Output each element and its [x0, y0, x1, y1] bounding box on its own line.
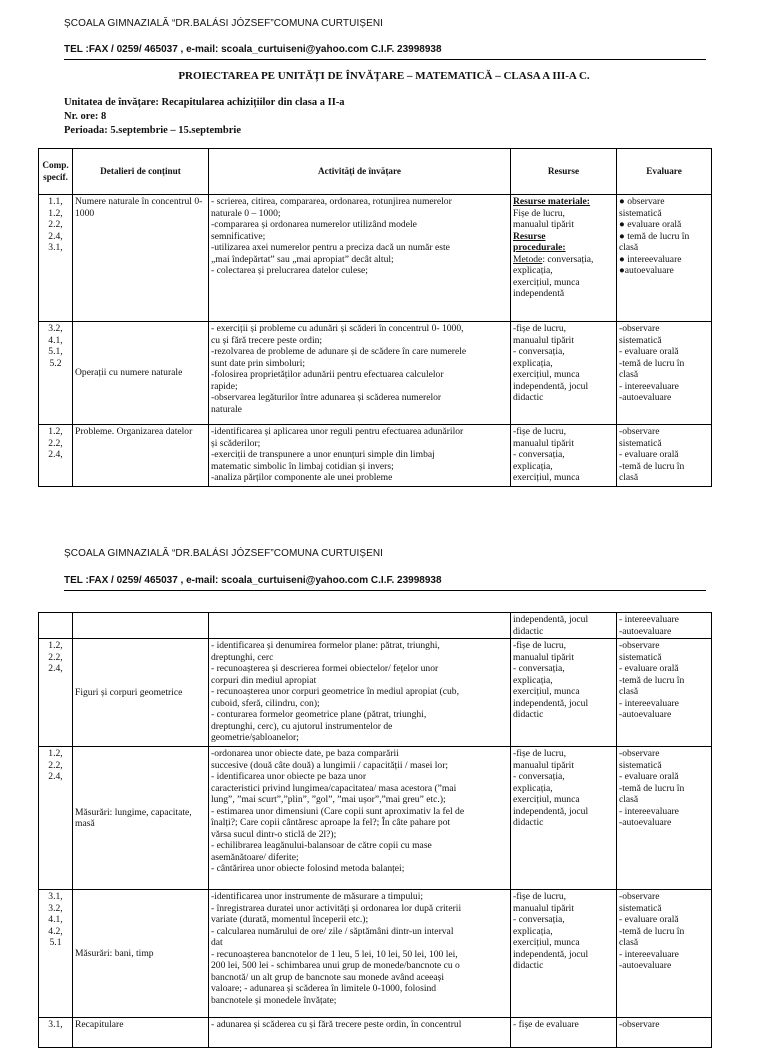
contact-line: TEL :FAX / 0259/ 465037 , e-mail: scoala_curtuiseni@yahoo.com C.I.F. 23998938	[64, 44, 442, 55]
activities-cell: - scrierea, citirea, compararea, ordonarea, rotunjirea numerelor naturale 0 – 1000; -compararea și ordonarea numerelor utilizând modele semnificative; -utilizarea axei numerelor pentru a preciza dacă un număr este „mai îndepărtat” sau „mai apropiat” decât altul; - colectarea și prelucrarea datelor culese;	[209, 195, 511, 322]
content-cell: Operații cu numere naturale	[73, 322, 209, 425]
comp-cell: 3.1,	[39, 1018, 73, 1048]
unit-meta	[64, 96, 345, 138]
activities-cell: - identificarea și denumirea formelor plane: pătrat, triunghi, dreptunghi, cerc - recunoașterea și descrierea formei obiectelor/ fețelor unor corpuri din mediul apropiat - recunoașterea unor corpuri geometrice în mediul apropiat (cub, cuboid, sferă, cilindru, con); - conturarea formelor geometrice plane (pătrat, triunghi, dreptunghi, cerc), cu ajutorul instrumentelor de geometrie/șabloanelor;	[209, 639, 511, 747]
activities-cell: - exerciții și probleme cu adunări și scăderi în concentrul 0- 1000, cu și fără trecere peste ordin; -rezolvarea de probleme de adunare și de scădere în care numerele sunt date prin simboluri; -folosirea proprietăților adunării pentru efectuarea calculelor rapide; -observarea legăturilor între adunarea și scăderea numerelor naturale	[209, 322, 511, 425]
table-row	[39, 322, 712, 425]
hours-count: Nr. ore: 8	[64, 111, 107, 122]
activities-cell: -ordonarea unor obiecte date, pe baza comparării succesive (două câte două) a lungimii / capacității / masei lor; - identificarea unor obiecte pe baza unor caracteristici privind lungimea/capacitatea/ masa acestora (”mai lung”, ”mai scurt”,”plin”, ”gol”, ”mai ușor”,”mai greu” etc.); - estimarea unor dimensiuni (Care copii sunt aproximativ la fel de înalți?; Care copii cântăresc aproape la fel?; În câte pahare pot vărsa sucul dintr-o sticlă de 2l?); - echilibrarea leagănului-balansoar de către copii cu mase asemănătoare/ diferite; - cântărirea unor obiecte folosind metoda balanței;	[209, 747, 511, 890]
activities-cell: -identificarea unor instrumente de măsurare a timpului; - înregistrarea duratei unor activități și ordonarea lor după criterii variate (durată, momentul începerii etc.); - calcularea numărului de ore/ zile / săptămâni dintr-un interval dat - recunoașterea bancnotelor de 1 leu, 5 lei, 10 lei, 50 lei, 100 lei, 200 lei, 500 lei - schimbarea unui grup de monede/bancnote cu o bancnotă/ un alt grup de bancnote sau monede având aceeași valoare; - adunarea și scăderea în limitele 0-1000, folosind bancnotele și monedele învățate;	[209, 890, 511, 1018]
resources-cell: -fișe de lucru, manualul tipărit - conversația, explicația, exercițiul, munca	[511, 425, 617, 487]
table-row	[39, 639, 712, 747]
table-row	[39, 747, 712, 890]
school-name: ȘCOALA GIMNAZIALĂ “DR.BALÁSI JÓZSEF”COMUNA CURTUIȘENI	[64, 18, 384, 29]
content-cell	[73, 613, 209, 639]
resources-cell: -fișe de lucru, manualul tipărit - conversația, explicația, exercițiul, munca independentă, jocul didactic	[511, 890, 617, 1018]
header-rule	[64, 590, 706, 591]
table-row	[39, 1018, 712, 1048]
evaluation-cell: ● observare sistematică ● evaluare orală ● temă de lucru în clasă ● intereevaluare ●autoevaluare	[617, 195, 712, 322]
header-resources: Resurse	[511, 149, 617, 195]
evaluation-cell: - intereevaluare -autoevaluare	[617, 613, 712, 639]
header-evaluation: Evaluare	[617, 149, 712, 195]
planning-table-2	[38, 612, 712, 1048]
school-name: ȘCOALA GIMNAZIALĂ “DR.BALÁSI JÓZSEF”COMUNA CURTUIȘENI	[64, 548, 384, 559]
resources-cell: -fișe de lucru, manualul tipărit - conversația, explicația, exercițiul, munca independentă, jocul didactic	[511, 747, 617, 890]
evaluation-cell: -observare	[617, 1018, 712, 1048]
document-page-1	[0, 0, 768, 500]
evaluation-cell: -observare sistematică - evaluare orală -temă de lucru în clasă - intereevaluare -autoevaluare	[617, 747, 712, 890]
page-gap	[0, 500, 768, 530]
header-activities: Activități de învățare	[209, 149, 511, 195]
comp-cell: 1.2, 2.2, 2.4,	[39, 425, 73, 487]
content-cell: Figuri și corpuri geometrice	[73, 639, 209, 747]
comp-cell: 3.2, 4.1, 5.1, 5.2	[39, 322, 73, 425]
evaluation-cell: -observare sistematică - evaluare orală -temă de lucru în clasă	[617, 425, 712, 487]
content-cell: Măsurări: lungime, capacitate, masă	[73, 747, 209, 890]
header-rule	[64, 59, 706, 60]
table-row	[39, 890, 712, 1018]
content-cell: Măsurări: bani, timp	[73, 890, 209, 1018]
content-cell: Recapitulare	[73, 1018, 209, 1048]
activities-cell: -identificarea și aplicarea unor reguli pentru efectuarea adunărilor și scăderilor; -exerciții de transpunere a unor enunțuri simple din limbaj matematic simbolic în limbaj cotidian și invers; -analiza părților componente ale unei probleme	[209, 425, 511, 487]
comp-cell: 3.1, 3.2, 4.1, 4.2, 5.1	[39, 890, 73, 1018]
evaluation-cell: -observare sistematică - evaluare orală -temă de lucru în clasă - intereevaluare -autoevaluare	[617, 639, 712, 747]
comp-cell: 1.1, 1.2, 2.2, 2.4, 3.1,	[39, 195, 73, 322]
activities-cell	[209, 613, 511, 639]
document-page-2	[0, 530, 768, 1030]
comp-cell: 1.2, 2.2, 2.4,	[39, 747, 73, 890]
content-cell: Probleme. Organizarea datelor	[73, 425, 209, 487]
content-cell: Numere naturale în concentrul 0-1000	[73, 195, 209, 322]
resources-cell: Resurse materiale: Fișe de lucru, manualul tipărit Resurse procedurale: Metode: conversația, explicația, exercițiul, munca independentă	[511, 195, 617, 322]
table-row	[39, 613, 712, 639]
comp-cell	[39, 613, 73, 639]
evaluation-cell: -observare sistematică - evaluare orală -temă de lucru în clasă - intereevaluare -autoevaluare	[617, 322, 712, 425]
unit-name: Unitatea de învățare: Recapitularea achizițiilor din clasa a II-a	[64, 97, 345, 108]
table-row	[39, 425, 712, 487]
table-header-row	[39, 149, 712, 195]
comp-cell: 1.2, 2.2, 2.4,	[39, 639, 73, 747]
resources-cell: independentă, jocul didactic	[511, 613, 617, 639]
resources-cell: -fișe de lucru, manualul tipărit - conversația, explicația, exercițiul, munca independentă, jocul didactic	[511, 639, 617, 747]
contact-line: TEL :FAX / 0259/ 465037 , e-mail: scoala_curtuiseni@yahoo.com C.I.F. 23998938	[64, 575, 442, 586]
header-content: Detalieri de conținut	[73, 149, 209, 195]
document-title: PROIECTAREA PE UNITĂȚI DE ÎNVĂȚARE – MATEMATICĂ – CLASA A III-A C.	[178, 70, 590, 82]
planning-table-1	[38, 148, 712, 487]
header-comp: Comp. specif.	[39, 149, 73, 195]
evaluation-cell: -observare sistematică - evaluare orală -temă de lucru în clasă - intereevaluare -autoevaluare	[617, 890, 712, 1018]
resources-cell: -fișe de lucru, manualul tipărit - conversația, explicația, exercițiul, munca independentă, jocul didactic	[511, 322, 617, 425]
table-row	[39, 195, 712, 322]
resources-cell: - fișe de evaluare	[511, 1018, 617, 1048]
activities-cell: - adunarea și scăderea cu și fără trecere peste ordin, în concentrul	[209, 1018, 511, 1048]
period: Perioada: 5.septembrie – 15.septembrie	[64, 125, 241, 136]
